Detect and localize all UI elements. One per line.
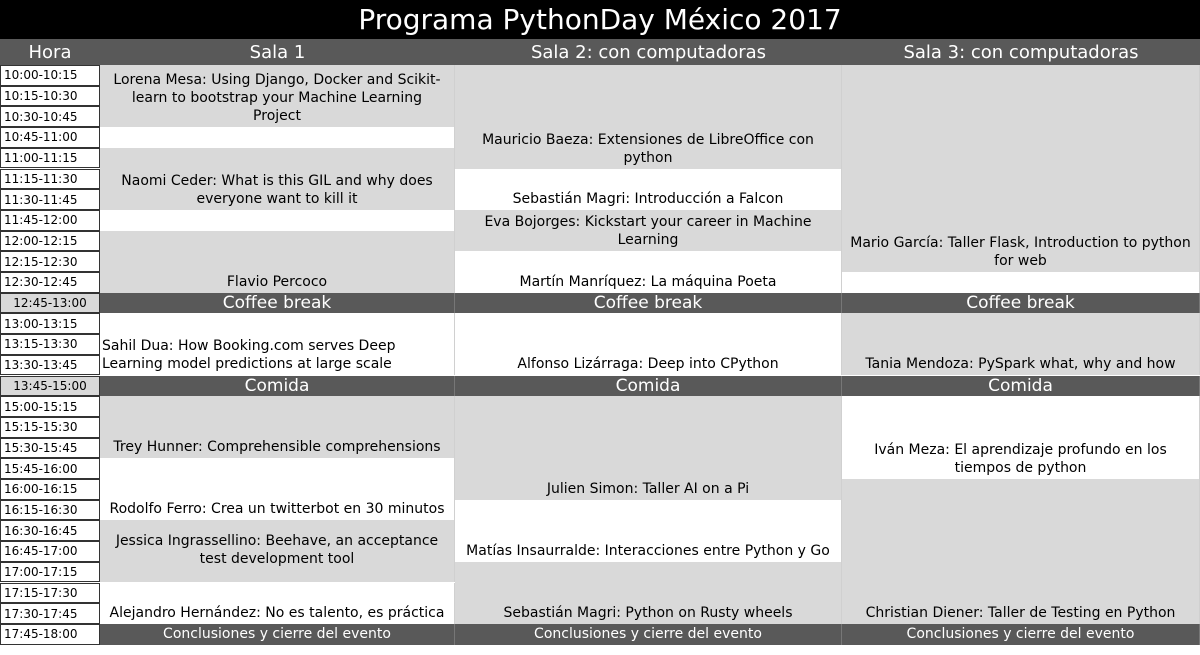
session-sala1: Rodolfo Ferro: Crea un twitterbot en 30 minutos xyxy=(100,458,455,520)
time-slot: 15:00-15:15 xyxy=(0,396,100,417)
time-slot: 15:30-15:45 xyxy=(0,438,100,459)
header-sala-2: Sala 2: con computadoras xyxy=(455,39,842,65)
closing-row: Conclusiones y cierre del evento xyxy=(842,624,1200,645)
time-slot: 10:15-10:30 xyxy=(0,86,100,107)
coffee-break-row: Coffee break xyxy=(100,293,455,314)
session-sala1: Flavio Percoco xyxy=(100,231,455,293)
header-sala-3: Sala 3: con computadoras xyxy=(842,39,1200,65)
session-sala2: Matías Insaurralde: Interacciones entre Python y Go xyxy=(455,500,842,562)
page-title: Programa PythonDay México 2017 xyxy=(0,0,1200,39)
header-sala-1: Sala 1 xyxy=(100,39,455,65)
time-slot: 13:30-13:45 xyxy=(0,355,100,376)
time-slot: 16:30-16:45 xyxy=(0,520,100,541)
lunch-row: Comida xyxy=(100,376,455,397)
session-sala3: Iván Meza: El aprendizaje profundo en los tiempos de python xyxy=(842,396,1200,479)
time-slot: 10:00-10:15 xyxy=(0,65,100,86)
session-sala2: Sebastián Magri: Introducción a Falcon xyxy=(455,169,842,210)
closing-row: Conclusiones y cierre del evento xyxy=(100,624,455,645)
closing-row: Conclusiones y cierre del evento xyxy=(455,624,842,645)
schedule-grid xyxy=(0,39,1200,655)
time-slot: 16:45-17:00 xyxy=(0,541,100,562)
lunch-row: Comida xyxy=(842,376,1200,397)
time-slot: 11:45-12:00 xyxy=(0,210,100,231)
session-sala2: Alfonso Lizárraga: Deep into CPython xyxy=(455,313,842,375)
time-slot: 11:00-11:15 xyxy=(0,148,100,169)
time-slot: 11:15-11:30 xyxy=(0,169,100,190)
session-sala1: Naomi Ceder: What is this GIL and why does everyone want to kill it xyxy=(100,148,455,210)
session-sala2: Mauricio Baeza: Extensiones de LibreOffice con python xyxy=(455,65,842,169)
session-sala1: Sahil Dua: How Booking.com serves Deep Learning model predictions at large scale xyxy=(100,313,455,375)
session-sala2: Julien Simon: Taller AI on a Pi xyxy=(455,396,842,500)
time-slot: 16:00-16:15 xyxy=(0,479,100,500)
time-slot: 12:00-12:15 xyxy=(0,231,100,252)
session-sala1: Trey Hunner: Comprehensible comprehensions xyxy=(100,396,455,458)
session-sala3: Mario García: Taller Flask, Introduction to python for web xyxy=(842,65,1200,272)
session-sala3: Christian Diener: Taller de Testing en Python xyxy=(842,479,1200,624)
time-slot: 15:45-16:00 xyxy=(0,458,100,479)
session-sala1: Alejandro Hernández: No es talento, es práctica xyxy=(100,583,455,624)
session-sala2: Eva Bojorges: Kickstart your career in Machine Learning xyxy=(455,210,842,251)
time-slot: 10:45-11:00 xyxy=(0,127,100,148)
time-slot: 16:15-16:30 xyxy=(0,500,100,521)
session-sala2: Martín Manríquez: La máquina Poeta xyxy=(455,251,842,292)
session-sala1: Lorena Mesa: Using Django, Docker and Scikit-learn to bootstrap your Machine Learning Project xyxy=(100,65,455,127)
time-slot: 10:30-10:45 xyxy=(0,106,100,127)
time-slot: 12:45-13:00 xyxy=(0,293,100,314)
session-sala1: Jessica Ingrassellino: Beehave, an acceptance test development tool xyxy=(100,520,455,582)
time-slot: 11:30-11:45 xyxy=(0,189,100,210)
time-slot: 17:15-17:30 xyxy=(0,583,100,604)
empty-slot xyxy=(100,210,455,231)
coffee-break-row: Coffee break xyxy=(455,293,842,314)
session-sala2: Sebastián Magri: Python on Rusty wheels xyxy=(455,562,842,624)
lunch-row: Comida xyxy=(455,376,842,397)
header-hora: Hora xyxy=(0,39,100,65)
time-slot: 12:15-12:30 xyxy=(0,251,100,272)
time-slot: 17:00-17:15 xyxy=(0,562,100,583)
empty-slot xyxy=(100,127,455,148)
session-sala3: Tania Mendoza: PySpark what, why and how xyxy=(842,313,1200,375)
time-slot: 17:45-18:00 xyxy=(0,624,100,645)
time-slot: 13:15-13:30 xyxy=(0,334,100,355)
time-slot: 12:30-12:45 xyxy=(0,272,100,293)
coffee-break-row: Coffee break xyxy=(842,293,1200,314)
empty-slot xyxy=(842,272,1200,293)
time-slot: 15:15-15:30 xyxy=(0,417,100,438)
time-slot: 13:45-15:00 xyxy=(0,376,100,397)
time-slot: 13:00-13:15 xyxy=(0,313,100,334)
time-slot: 17:30-17:45 xyxy=(0,603,100,624)
